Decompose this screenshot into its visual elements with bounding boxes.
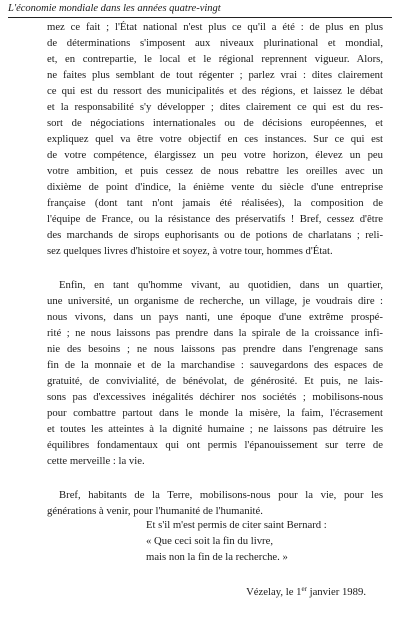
text-line: Bref, habitants de la Terre, mobilisons-nous pour la vie, pour les bbox=[59, 489, 383, 501]
paragraph-2 bbox=[47, 277, 383, 469]
text-line: rité ; ne nous laissons pas prendre dans la spirale de la croissance infi- bbox=[47, 327, 383, 339]
text-line: et la responsabilité s'y développer ; dites clairement ce qui est du res- bbox=[47, 101, 383, 113]
running-head: L'économie mondiale dans les années quatre-vingt bbox=[8, 3, 221, 14]
text-line: gratuité, de convivialité, de bénévolat, de générosité. Et puis, ne lais- bbox=[47, 375, 383, 387]
text-line: nie des besoins ; ne nous laissons pas prendre dans l'engrenage sans bbox=[47, 343, 383, 355]
date-suffix: janvier 1989. bbox=[306, 586, 366, 598]
text-line: sort de négociations internationales ou de décisions européennes, et bbox=[47, 117, 383, 129]
header-rule bbox=[8, 17, 392, 18]
text-line: l'équipe de France, ou la résistance des préservatifs ! Bref, cessez d'être bbox=[47, 213, 383, 225]
quote-line: Et s'il m'est permis de citer saint Bernard : bbox=[146, 519, 327, 531]
text-line: de déterminations s'imposent aux niveaux plurinational et mondial, bbox=[47, 37, 383, 49]
text-line: des marchands de sirops euphorisants ou de potions de charlatans ; reli- bbox=[47, 229, 383, 241]
text-line: dixième de point d'indice, la énième vente du siècle d'une entreprise bbox=[47, 181, 383, 193]
paragraph-1 bbox=[47, 19, 383, 259]
body-text bbox=[47, 19, 383, 519]
text-line: et, en contrepartie, le local et le régional reprennent vigueur. Alors, bbox=[47, 53, 383, 65]
text-line: mez ce fait ; l'État national n'est plus ce qu'il a été : de plus en plus bbox=[47, 21, 383, 33]
paragraph-3 bbox=[47, 487, 383, 519]
text-line: et toutes les atteintes à la dignité humaine ; ne laissons pas détruire les bbox=[47, 423, 383, 435]
text-line: française (dont tant n'ont jamais été réalisées), la composition de bbox=[47, 197, 383, 209]
text-line: votre ambition, et puis cessez de nous rebattre les oreilles avec un bbox=[47, 165, 383, 177]
text-line: Enfin, en tant qu'homme vivant, au quotidien, dans un quartier, bbox=[59, 279, 383, 291]
text-line: une université, un organisme de recherche, un village, je voudrais dire : bbox=[47, 295, 383, 307]
date-prefix: Vézelay, le 1 bbox=[246, 586, 302, 598]
text-line: de votre compétence, élargissez un peu votre horizon, élevez un peu bbox=[47, 149, 383, 161]
text-line: équilibres fondamentaux qui ont permis l'épanouissement sur terre de bbox=[47, 439, 383, 451]
text-line: cette merveille : la vie. bbox=[47, 455, 145, 467]
quote-line: mais non la fin de la recherche. » bbox=[146, 551, 288, 563]
text-line: sons pas d'excessives inégalités déchirer nos sociétés ; mobilisons-nous bbox=[47, 391, 383, 403]
closing-quote bbox=[146, 517, 327, 565]
quote-line: « Que ceci soit la fin du livre, bbox=[146, 535, 274, 547]
text-line: nous vivons, dans un pays nanti, une époque d'une extrême prospé- bbox=[47, 311, 383, 323]
signature-date bbox=[246, 584, 366, 600]
text-line: pour combattre partout dans le monde la misère, la faim, l'écrasement bbox=[47, 407, 383, 419]
text-line: sez quelques livres d'histoire et soyez, à votre tour, hommes d'État. bbox=[47, 245, 333, 257]
text-line: fin de la monnaie et de la marchandise : sauvegardons des espaces de bbox=[47, 359, 383, 371]
text-line: générations à venir, pour l'humanité de l'humanité. bbox=[47, 505, 263, 517]
text-line: expliquez quel va être votre objectif en ces instances. Sur ce qui est bbox=[47, 133, 383, 145]
date-ordinal: er bbox=[301, 585, 307, 593]
text-line: ne faites plus semblant de tout régenter ; parlez vrai : dites clairement bbox=[47, 69, 383, 81]
text-line: ce qui est du ressort des municipalités et des régions, et laissez le débat bbox=[47, 85, 383, 97]
